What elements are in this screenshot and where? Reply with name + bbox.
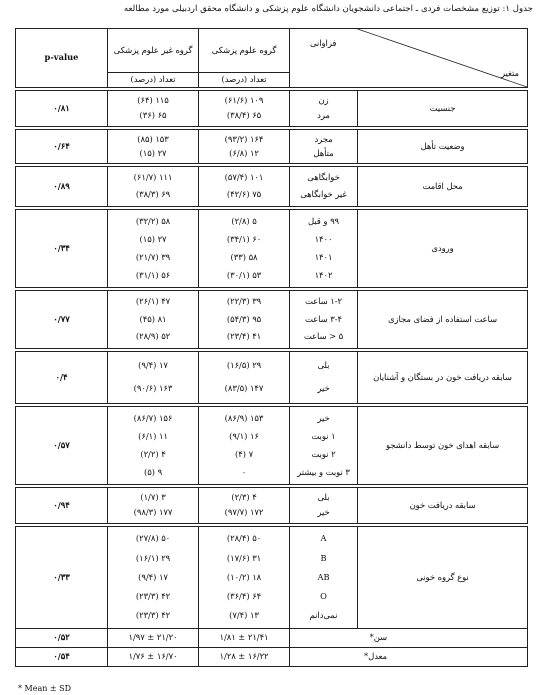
- variable-cell: ساعت استفاده از فضای مجازی: [358, 291, 528, 349]
- nonmed-cell-item: ۲۷ (۱۵): [139, 233, 167, 244]
- category-cell-item: ۲ نوبت: [311, 448, 336, 459]
- med-cell: [199, 527, 290, 629]
- variable-cell: سابقه اهدای خون توسط دانشجو: [358, 407, 528, 485]
- nonmed-cell-item: ۲۹ (۱۶/۱): [135, 552, 171, 563]
- category-cell-list: [290, 133, 357, 161]
- nonmed-cell-list: [108, 355, 198, 401]
- category-cell-item: ۱۴۰۰: [314, 233, 333, 244]
- category-cell-item: ۱ نوبت: [311, 430, 336, 441]
- variable-cell: نوع گروه خونی: [358, 527, 528, 629]
- med-cell-item: ۳۹ (۲۲/۳): [226, 296, 262, 307]
- nonmed-cell-item: ۵۸ (۳۲/۲): [135, 215, 171, 226]
- med-cell-list: [199, 294, 289, 346]
- pvalue-cell: ۰/۵۴: [16, 648, 108, 667]
- med-cell: [199, 167, 290, 207]
- med-cell-item: ۹۵ (۵۴/۳): [226, 313, 262, 324]
- med-cell: [199, 91, 290, 127]
- category-cell: [290, 210, 358, 288]
- table-row: [16, 407, 528, 485]
- med-cell-item: ۱۵۳ (۸۶/۹): [224, 412, 264, 423]
- nonmed-cell: [108, 130, 199, 164]
- category-cell-item: ۱-۲ ساعت: [305, 296, 342, 307]
- pvalue-cell: ۰/۳۳: [16, 527, 108, 629]
- pvalue-cell: ۰/۸۹: [16, 167, 108, 207]
- category-cell-item: مجرد: [314, 133, 333, 144]
- nonmed-cell-item: ۵۰ (۲۷/۸): [135, 533, 171, 544]
- nonmed-cell-list: [108, 133, 198, 161]
- med-cell-item: ۶۵ (۳۸/۴): [226, 110, 262, 121]
- summary-label-cell: معدل*: [290, 648, 528, 667]
- category-cell-item: زن: [318, 95, 329, 106]
- nonmed-cell-item: ۳۹ (۲۱/۷): [135, 251, 171, 262]
- nonmed-cell-item: ۱۶۳ (۹۰/۶): [133, 383, 173, 394]
- med-cell-item: ۵۸ (۳۳): [230, 251, 258, 262]
- nonmed-cell: [108, 352, 199, 404]
- med-cell-list: [199, 355, 289, 401]
- category-cell-list: [290, 170, 357, 204]
- med-cell-item: ۷۵ (۴۲/۶): [226, 189, 262, 200]
- nonmed-cell: [108, 210, 199, 288]
- nonmed-cell: [108, 167, 199, 207]
- med-cell-list: [199, 94, 289, 124]
- nonmed-cell-item: ۱۷ (۹/۴): [138, 571, 168, 582]
- med-cell-item: ۳۱ (۱۷/۶): [226, 552, 262, 563]
- nonmed-cell-item: ۸۱ (۴۵): [139, 313, 167, 324]
- nonmed-cell-item: ۵۲ (۲۸/۹): [135, 331, 171, 342]
- variable-cell: وضعیت تأهل: [358, 130, 528, 164]
- pvalue-cell: ۰/۶۴: [16, 130, 108, 164]
- med-mean-cell: ۱/۲۸ ± ۱۶/۲۲: [199, 648, 290, 667]
- footnote: * Mean ± SD: [18, 684, 72, 693]
- table-row: [16, 352, 528, 404]
- category-cell-item: بلی: [317, 492, 330, 503]
- variable-frequency-header: [290, 29, 528, 88]
- med-cell-item: ۱۶ (۹/۱): [229, 430, 259, 441]
- variable-cell: جنسیت: [358, 91, 528, 127]
- category-cell-list: [290, 530, 357, 626]
- table-row: [16, 130, 528, 164]
- med-cell-item: ۱۷۲ (۹۷/۷): [224, 507, 264, 518]
- summary-label-cell: سن*: [290, 629, 528, 648]
- category-cell-item: ۳-۴ ساعت: [305, 313, 342, 324]
- frequency-header-label: فراوانی: [310, 38, 337, 48]
- table-row: [16, 291, 528, 349]
- category-cell-list: [290, 94, 357, 124]
- med-cell-item: ۵۰ (۲۸/۴): [226, 533, 262, 544]
- pvalue-cell: ۰/۷۷: [16, 291, 108, 349]
- summary-row: [16, 629, 528, 648]
- category-cell-list: [290, 491, 357, 521]
- category-cell-item: مرد: [317, 110, 330, 121]
- category-cell-item: ۳ نوبت و بیشتر: [297, 466, 350, 477]
- med-cell-item: ۱۲ (۶/۸): [229, 147, 259, 158]
- characteristics-table: [15, 28, 528, 667]
- med-cell-item: ۶۴ (۳۶/۴): [226, 590, 262, 601]
- nonmed-cell-list: [108, 530, 198, 626]
- category-cell-item: نمی‌دانم: [309, 610, 338, 621]
- med-count-header: تعداد (درصد): [199, 73, 290, 88]
- med-cell-item: ۱۸ (۱۰/۲): [226, 571, 262, 582]
- table-caption: جدول ۱: توزیع مشخصات فردی ـ اجتماعی دانشجویان دانشگاه علوم پزشکی و دانشگاه محقق اردبیلی مورد مطالعه: [123, 4, 533, 14]
- med-cell: [199, 352, 290, 404]
- category-cell-item: ۱۴۰۱: [314, 251, 333, 262]
- nonmed-cell: [108, 488, 199, 524]
- nonmed-cell-item: ۴۲ (۲۳/۳): [135, 610, 171, 621]
- category-cell-item: ۵ < ساعت: [303, 331, 344, 342]
- med-cell-item: ۱۰۱ (۵۷/۴): [224, 172, 264, 183]
- category-cell-list: [290, 410, 357, 482]
- table-row: [16, 167, 528, 207]
- nonmed-cell: [108, 407, 199, 485]
- nonmed-cell-item: ۲۷ (۱۵): [139, 147, 167, 158]
- med-cell-item: ۶۰ (۳۴/۱): [226, 233, 262, 244]
- med-cell-item: ۵۳ (۳۰/۱): [226, 269, 262, 280]
- nonmed-cell-list: [108, 170, 198, 204]
- pvalue-cell: ۰/۴: [16, 352, 108, 404]
- nonmed-cell: [108, 291, 199, 349]
- med-cell-item: ۵ (۲/۸): [231, 215, 257, 226]
- category-cell-list: [290, 355, 357, 401]
- category-cell-item: ۱۴۰۲: [314, 269, 333, 280]
- summary-row: [16, 648, 528, 667]
- category-cell: [290, 291, 358, 349]
- table-row: [16, 91, 528, 127]
- category-cell-item: O: [320, 590, 327, 601]
- category-cell: [290, 488, 358, 524]
- nonmed-cell-list: [108, 213, 198, 285]
- nonmed-group-header: گروه غیر علوم پزشکی: [108, 29, 199, 73]
- nonmed-cell-item: ۱۱ (۶/۱): [138, 430, 168, 441]
- med-mean-cell: ۱/۸۱ ± ۲۱/۴۱: [199, 629, 290, 648]
- category-cell-item: خیر: [317, 383, 330, 394]
- med-cell-item: ۱۰۹ (۶۱/۶): [224, 95, 264, 106]
- med-cell-list: [199, 410, 289, 482]
- table-row: [16, 210, 528, 288]
- nonmed-cell-item: ۱۵۳ (۸۵): [137, 133, 169, 144]
- pvalue-cell: ۰/۳۴: [16, 210, 108, 288]
- category-cell-item: خیر: [317, 412, 330, 423]
- category-cell-item: B: [320, 552, 327, 563]
- category-cell: [290, 91, 358, 127]
- med-cell-list: [199, 213, 289, 285]
- variable-cell: سابقه دریافت خون در بستگان و آشنایان: [358, 352, 528, 404]
- nonmed-cell: [108, 527, 199, 629]
- category-cell-item: خیر: [317, 507, 330, 518]
- variable-header-label: متغیر: [500, 68, 519, 79]
- nonmed-cell-item: ۳ (۱/۷): [140, 492, 166, 503]
- med-group-header: گروه علوم پزشکی: [199, 29, 290, 73]
- pvalue-cell: ۰/۸۱: [16, 91, 108, 127]
- pvalue-cell: ۰/۵۷: [16, 407, 108, 485]
- med-cell: [199, 488, 290, 524]
- pvalue-cell: ۰/۵۲: [16, 629, 108, 648]
- nonmed-count-header: تعداد (درصد): [108, 73, 199, 88]
- category-cell-item: بلی: [317, 360, 330, 371]
- med-cell-list: [199, 170, 289, 204]
- table-row: [16, 488, 528, 524]
- table-row: [16, 527, 528, 629]
- nonmed-cell-item: ۱۱۵ (۶۴): [137, 95, 169, 106]
- variable-cell: محل اقامت: [358, 167, 528, 207]
- nonmed-cell-list: [108, 94, 198, 124]
- variable-cell: سابقه دریافت خون: [358, 488, 528, 524]
- med-cell: [199, 407, 290, 485]
- nonmed-cell-item: ۶۹ (۳۸/۳): [135, 189, 171, 200]
- nonmed-cell-item: ۴ (۲/۲): [140, 448, 166, 459]
- med-cell: [199, 210, 290, 288]
- med-cell-list: [199, 133, 289, 161]
- med-cell: [199, 291, 290, 349]
- nonmed-mean-cell: ۱/۹۷ ± ۲۱/۲۰: [108, 629, 199, 648]
- category-cell-item: خوابگاهی: [307, 172, 340, 183]
- nonmed-cell-item: ۴۲ (۲۳/۳): [135, 590, 171, 601]
- category-cell: [290, 527, 358, 629]
- nonmed-cell-item: ۶۵ (۳۶): [139, 110, 167, 121]
- med-cell: [199, 130, 290, 164]
- category-cell-item: متأهل: [313, 147, 334, 158]
- category-cell: [290, 352, 358, 404]
- nonmed-cell-item: ۵۶ (۳۱/۱): [135, 269, 171, 280]
- nonmed-cell: [108, 91, 199, 127]
- med-cell-list: [199, 491, 289, 521]
- nonmed-cell-item: ۹ (۵): [143, 466, 163, 477]
- category-cell-item: ۹۹ و قبل: [308, 215, 339, 226]
- category-cell: [290, 130, 358, 164]
- med-cell-item: ۲۹ (۱۶/۵): [226, 360, 262, 371]
- nonmed-cell-item: ۱۱۱ (۶۱/۷): [133, 172, 173, 183]
- category-cell: [290, 167, 358, 207]
- nonmed-mean-cell: ۱/۷۶ ± ۱۶/۷۰: [108, 648, 199, 667]
- category-cell-list: [290, 294, 357, 346]
- category-cell-list: [290, 213, 357, 285]
- variable-cell: ورودی: [358, 210, 528, 288]
- pvalue-cell: ۰/۹۴: [16, 488, 108, 524]
- category-cell-item: A: [320, 533, 327, 544]
- category-cell-item: غیر خوابگاهی: [300, 189, 347, 200]
- med-cell-list: [199, 530, 289, 626]
- med-cell-item: ۱۳ (۷/۴): [229, 610, 259, 621]
- nonmed-cell-list: [108, 410, 198, 482]
- nonmed-cell-list: [108, 294, 198, 346]
- nonmed-cell-item: ۱۷ (۹/۴): [138, 360, 168, 371]
- nonmed-cell-list: [108, 491, 198, 521]
- med-cell-item: ۱۶۴ (۹۳/۲): [224, 133, 264, 144]
- med-cell-item: ۴ (۲/۳): [231, 492, 257, 503]
- category-cell: [290, 407, 358, 485]
- med-cell-item: ۴۱ (۲۳/۴): [226, 331, 262, 342]
- nonmed-cell-item: ۱۵۶ (۸۶/۷): [133, 412, 173, 423]
- nonmed-cell-item: ۱۷۷ (۹۸/۳): [133, 507, 173, 518]
- med-cell-item: ۷ (۴): [234, 448, 254, 459]
- category-cell-item: AB: [317, 571, 330, 582]
- med-cell-item: ۰: [241, 466, 247, 477]
- pvalue-header: p-value: [16, 29, 108, 88]
- nonmed-cell-item: ۴۷ (۲۶/۱): [135, 296, 171, 307]
- med-cell-item: ۱۴۷ (۸۳/۵): [224, 383, 264, 394]
